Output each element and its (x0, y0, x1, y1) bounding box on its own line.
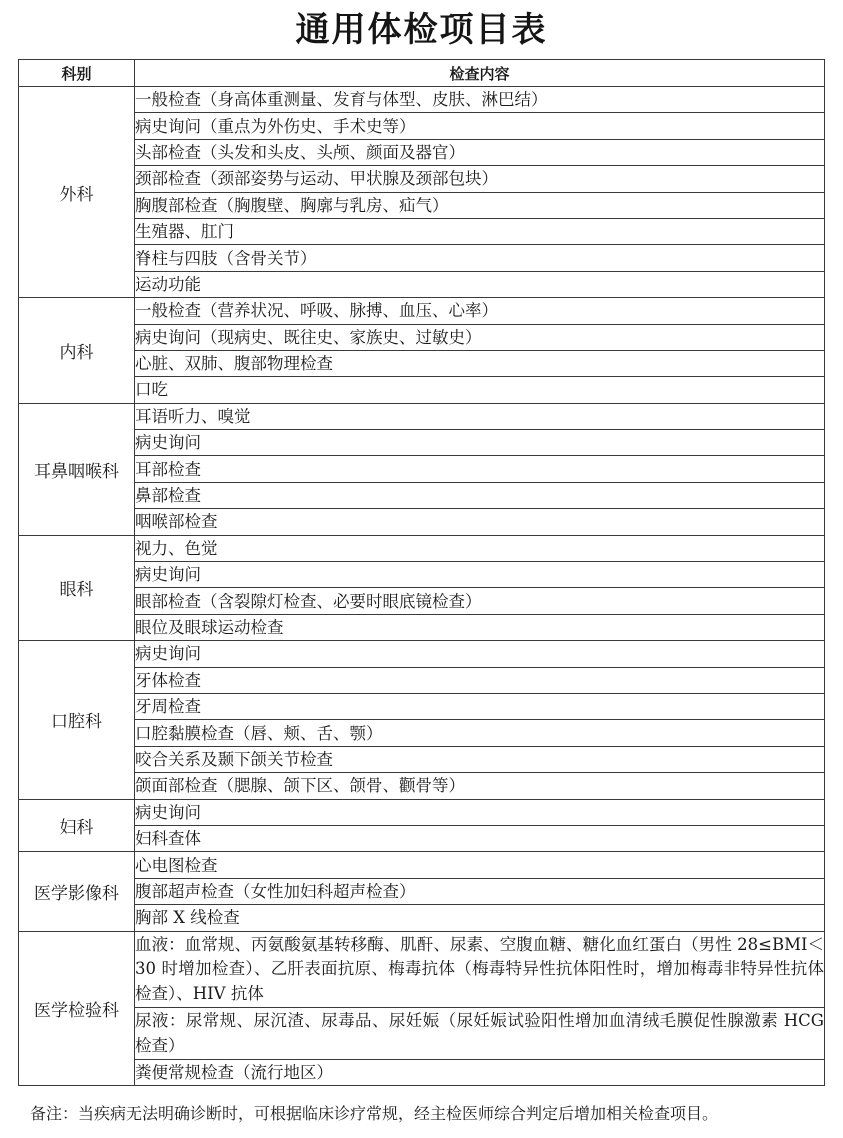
exam-items-table (18, 59, 825, 1086)
table-row (19, 377, 825, 403)
table-row (19, 482, 825, 508)
exam-item-cell: 病史询问 (135, 562, 825, 588)
table-row (19, 113, 825, 139)
table-row (19, 245, 825, 271)
header-content: 检查内容 (135, 60, 825, 87)
exam-item-cell: 尿液：尿常规、尿沉渣、尿毒品、尿妊娠（尿妊娠试验阳性增加血清绒毛膜促性腺激素 HCG 检查） (135, 1008, 825, 1060)
exam-item-cell: 眼部检查（含裂隙灯检查、必要时眼底镜检查） (135, 588, 825, 614)
exam-item-cell: 胸腹部检查（胸腹壁、胸廓与乳房、疝气） (135, 192, 825, 218)
exam-item-cell: 眼位及眼球运动检查 (135, 614, 825, 640)
table-row (19, 562, 825, 588)
table-row (19, 535, 825, 561)
table-row (19, 746, 825, 772)
page-title: 通用体检项目表 (295, 10, 548, 50)
exam-item-cell: 粪便常规检查（流行地区） (135, 1060, 825, 1086)
exam-item-cell: 病史询问 (135, 641, 825, 667)
department-cell: 医学检验科 (19, 931, 135, 1086)
exam-item-cell: 妇科查体 (135, 825, 825, 851)
table-row (19, 298, 825, 324)
table-row (19, 667, 825, 693)
exam-item-cell: 一般检查（身高体重测量、发育与体型、皮肤、淋巴结） (135, 87, 825, 113)
table-row (19, 614, 825, 640)
exam-item-cell: 鼻部检查 (135, 482, 825, 508)
table-row (19, 271, 825, 297)
table-row (19, 430, 825, 456)
exam-item-cell: 颈部检查（颈部姿势与运动、甲状腺及颈部包块） (135, 166, 825, 192)
department-cell: 耳鼻咽喉科 (19, 403, 135, 535)
table-row (19, 799, 825, 825)
exam-item-cell: 病史询问（现病史、既往史、家族史、过敏史） (135, 324, 825, 350)
table-row (19, 324, 825, 350)
department-cell: 妇科 (19, 799, 135, 852)
table-row (19, 350, 825, 376)
table-row (19, 931, 825, 1008)
table-row (19, 588, 825, 614)
table-row (19, 192, 825, 218)
department-cell: 医学影像科 (19, 852, 135, 931)
footnote: 备注：当疾病无法明确诊断时，可根据临床诊疗常规，经主检医师综合判定后增加相关检查项目。 (30, 1104, 719, 1123)
exam-item-cell: 血液：血常规、丙氨酸氨基转移酶、肌酐、尿素、空腹血糖、糖化血红蛋白（男性 28≤BMI＜30 时增加检查）、乙肝表面抗原、梅毒抗体（梅毒特异性抗体阳性时，增加梅毒非特异性抗体检查）、HIV 抗体 (135, 931, 825, 1008)
table-header-row (19, 60, 825, 87)
exam-item-cell: 咬合关系及颞下颌关节检查 (135, 746, 825, 772)
exam-item-cell: 咽喉部检查 (135, 509, 825, 535)
table-row (19, 87, 825, 113)
table-row (19, 693, 825, 719)
table-row (19, 720, 825, 746)
table-row (19, 403, 825, 429)
department-cell: 外科 (19, 87, 135, 298)
table-body (19, 87, 825, 1086)
exam-item-cell: 病史询问（重点为外伤史、手术史等） (135, 113, 825, 139)
table-row (19, 825, 825, 851)
exam-item-cell: 心电图检查 (135, 852, 825, 878)
exam-item-cell: 颌面部检查（腮腺、颌下区、颌骨、颧骨等） (135, 773, 825, 799)
table-row (19, 641, 825, 667)
table-row (19, 139, 825, 165)
exam-item-cell: 胸部 X 线检查 (135, 905, 825, 931)
exam-item-cell: 耳部检查 (135, 456, 825, 482)
exam-item-cell: 牙体检查 (135, 667, 825, 693)
header-department: 科别 (19, 60, 135, 87)
exam-item-cell: 耳语听力、嗅觉 (135, 403, 825, 429)
table-row (19, 905, 825, 931)
table-row (19, 1060, 825, 1086)
exam-item-cell: 口吃 (135, 377, 825, 403)
table-row (19, 878, 825, 904)
department-cell: 内科 (19, 298, 135, 404)
exam-item-cell: 病史询问 (135, 799, 825, 825)
table-row (19, 1008, 825, 1060)
department-cell: 口腔科 (19, 641, 135, 799)
table-row (19, 852, 825, 878)
exam-item-cell: 心脏、双肺、腹部物理检查 (135, 350, 825, 376)
exam-item-cell: 运动功能 (135, 271, 825, 297)
exam-item-cell: 病史询问 (135, 430, 825, 456)
department-cell: 眼科 (19, 535, 135, 641)
table-row (19, 773, 825, 799)
exam-item-cell: 头部检查（头发和头皮、头颅、颜面及器官） (135, 139, 825, 165)
exam-item-cell: 腹部超声检查（女性加妇科超声检查） (135, 878, 825, 904)
exam-item-cell: 脊柱与四肢（含骨关节） (135, 245, 825, 271)
exam-item-cell: 口腔黏膜检查（唇、颊、舌、颚） (135, 720, 825, 746)
table-row (19, 218, 825, 244)
table-row (19, 166, 825, 192)
exam-item-cell: 一般检查（营养状况、呼吸、脉搏、血压、心率） (135, 298, 825, 324)
exam-item-cell: 视力、色觉 (135, 535, 825, 561)
table-row (19, 509, 825, 535)
exam-item-cell: 牙周检查 (135, 693, 825, 719)
exam-item-cell: 生殖器、肛门 (135, 218, 825, 244)
table-row (19, 456, 825, 482)
